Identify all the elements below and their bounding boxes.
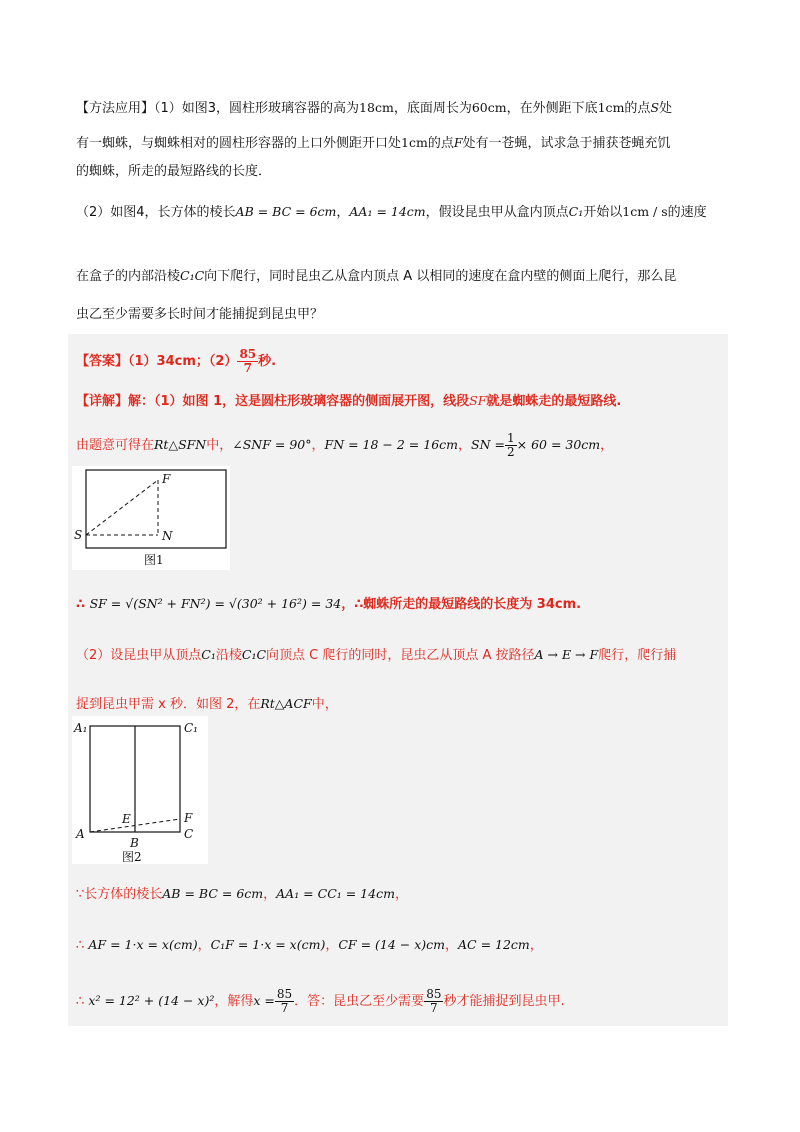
answer-label: 【答案】（1）34cm；（2） [76, 354, 238, 369]
text: ，在外侧距下底 [506, 101, 598, 116]
math-edge: C₁C [241, 647, 267, 662]
figure-2-svg [72, 716, 208, 864]
text: 的蜘蛛，所走的最短路线的长度． [76, 164, 272, 179]
text: ，∴蜘蛛所走的最短路线的长度为 34cm. [341, 597, 582, 612]
fraction-denominator: 7 [243, 361, 252, 375]
text: ， [311, 438, 325, 453]
text: 由题意可得在 [76, 438, 155, 453]
math-vertex: C₁ [201, 647, 216, 662]
figure-2 [72, 716, 208, 864]
math-equation: AF = 1·x = x(cm) [88, 937, 198, 952]
fraction-denominator: 2 [506, 445, 515, 459]
text: 向下爬行，同时昆虫乙从盒内顶点 A 以相同的速度在盒内壁的侧面上爬行，那么昆 [204, 269, 677, 284]
text: 中， [311, 697, 338, 712]
text: ， [394, 887, 408, 902]
math-edge: AA₁ = 14cm [349, 204, 426, 219]
math-edge: AA₁ = CC₁ = 14cm [276, 886, 395, 901]
problem-line-3 [76, 162, 271, 182]
math-triangle: Rt△SFN [154, 437, 207, 452]
math-edge: AB = BC = 6cm [162, 886, 264, 901]
text: ∵长方体的棱长 [76, 887, 163, 902]
math-equation: CF = (14 − x)cm [338, 937, 445, 952]
fraction [424, 988, 443, 1015]
text: 爬行，爬行捕 [598, 648, 677, 663]
figure-2-caption: 图2 [122, 850, 142, 864]
fraction-numerator: 85 [239, 347, 257, 361]
detail-line-1 [76, 391, 621, 412]
answer-fraction [237, 348, 258, 375]
math-distance: 1cm [401, 135, 428, 150]
problem-line-5 [76, 266, 676, 287]
fraction [505, 432, 517, 459]
text: ， [529, 938, 543, 953]
math-circumference: 60cm [471, 100, 507, 115]
math-equation: AC = 12cm [458, 937, 530, 952]
text: ， [336, 205, 350, 220]
math-variable: x = [253, 993, 275, 1008]
text: ∴ [76, 597, 90, 612]
segment-sf [86, 480, 158, 535]
math-point-s: S [650, 100, 660, 115]
math-triangle: Rt△ACF [260, 696, 312, 711]
text: 的点 [624, 101, 651, 116]
text: （2）设昆虫甲从顶点 [76, 648, 202, 663]
fraction [275, 988, 294, 1015]
text: 捉到昆虫甲需 x 秒．如图 2，在 [76, 697, 261, 712]
label-b: B [130, 836, 139, 850]
detail-line-4 [76, 645, 676, 666]
fraction-denominator: 7 [430, 1001, 438, 1015]
text: 就是蜘蛛走的最短路线. [486, 394, 622, 409]
fraction-numerator: 1 [506, 431, 515, 445]
math-distance: 1cm [597, 100, 625, 115]
text: 的点 [427, 136, 454, 151]
text: ， [600, 438, 614, 453]
figure-1-svg [72, 466, 230, 570]
label-c: C [184, 827, 194, 841]
math-speed: 1cm / s [622, 204, 668, 219]
math-edge: C₁C [180, 268, 205, 283]
text: 在盒子的内部沿棱 [76, 269, 181, 284]
text: ．答：昆虫乙至少需要 [294, 994, 425, 1009]
label-s: S [74, 528, 83, 542]
fraction-numerator: 85 [276, 987, 293, 1001]
text: ∴ [76, 994, 89, 1009]
text: 【方法应用】（1）如图3，圆柱形玻璃容器的高为 [76, 101, 360, 116]
label-a: A [76, 827, 85, 841]
text: ∴ [76, 938, 89, 953]
text: ， [197, 938, 211, 953]
text: 虫乙至少需要多长时间才能捕捉到昆虫甲？ [76, 307, 324, 322]
text: ， [325, 938, 339, 953]
problem-line-1 [76, 98, 672, 119]
detail-line-3 [76, 594, 581, 615]
text: 有一蜘蛛，与蜘蛛相对的圆柱形容器的上口外侧距开口处 [76, 136, 402, 151]
text: 【详解】解：（1）如图 1，这是圆柱形玻璃容器的侧面展开图，线段 [76, 394, 470, 409]
label-c1: C₁ [184, 721, 198, 735]
math-length: SN = [471, 437, 505, 452]
math-vertex: C₁ [568, 204, 584, 219]
text: （2）如图4，长方体的棱长 [76, 205, 236, 220]
answer-line [76, 348, 276, 375]
math-segment: SF [469, 393, 487, 408]
detail-line-5 [76, 694, 338, 715]
math-height: 18cm [359, 100, 394, 115]
text: 处有一苍蝇，试求急于捕获苍蝇充饥 [462, 136, 671, 151]
figure-1 [72, 466, 230, 570]
math-equation: SF = √(SN² + FN²) = √(30² + 16²) = 34 [89, 596, 342, 611]
text: ， [458, 438, 472, 453]
text: ， [263, 887, 277, 902]
detail-line-7 [76, 935, 543, 956]
label-n: N [162, 529, 173, 543]
text: ，底面周长为 [393, 101, 472, 116]
text: ，解得 [214, 994, 254, 1009]
fraction-numerator: 85 [426, 987, 442, 1001]
math-equation: x² = 12² + (14 − x)² [88, 993, 215, 1008]
text: 沿棱 [215, 648, 242, 663]
text: 向顶点 C 爬行的同时，昆虫乙从顶点 A 按路径 [266, 648, 535, 663]
problem-line-2 [76, 133, 671, 154]
text: 中， [206, 438, 233, 453]
text: 开始以 [583, 205, 623, 220]
detail-line-8 [76, 988, 565, 1015]
text: 处 [659, 101, 673, 116]
math-equation: C₁F = 1·x = x(cm) [210, 937, 326, 952]
math-angle: ∠SNF = 90° [232, 437, 312, 452]
text: ，假设昆虫甲从盒内顶点 [425, 205, 569, 220]
math-path: A → E → F [534, 647, 599, 662]
label-a1: A₁ [74, 721, 88, 735]
math-point-f: F [453, 135, 463, 150]
detail-line-6 [76, 884, 408, 905]
text: 秒. [258, 354, 277, 369]
problem-line-6 [76, 305, 323, 325]
problem-line-4 [76, 202, 707, 223]
math-length: × 60 = 30cm [516, 437, 601, 452]
label-f: F [162, 472, 171, 486]
text: 秒才能捕捉到昆虫甲. [443, 994, 565, 1009]
figure-1-caption: 图1 [144, 553, 164, 567]
label-f: F [184, 811, 193, 825]
math-length: FN = 18 − 2 = 16cm [324, 437, 459, 452]
text: 的速度 [667, 205, 707, 220]
fraction-denominator: 7 [280, 1001, 289, 1015]
text: ， [445, 938, 459, 953]
label-e: E [122, 812, 131, 826]
math-edge: AB = BC = 6cm [235, 204, 337, 219]
detail-line-2 [76, 432, 613, 459]
